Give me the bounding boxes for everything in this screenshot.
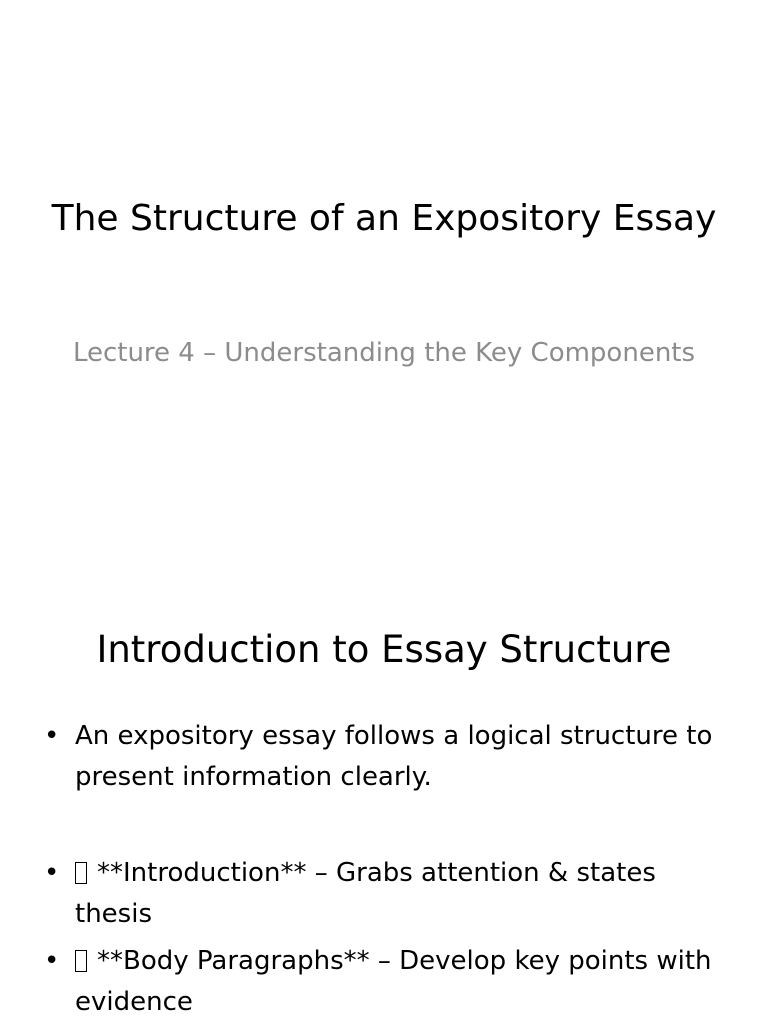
bullet-list: [0, 716, 768, 1023]
bullet-item: [0, 941, 768, 1023]
missing-glyph-icon: [75, 950, 87, 972]
bullet-dot: •: [44, 721, 60, 751]
bullet-text: **Body Paragraphs** – Develop key points with evidence: [75, 946, 712, 1017]
bullet-text: **Introduction** – Grabs attention & states thesis: [75, 858, 656, 929]
content-slide: [0, 576, 768, 1024]
bullet-item: [0, 853, 768, 935]
slide-title: The Structure of an Expository Essay: [51, 198, 717, 239]
bullet-dot: •: [44, 946, 60, 976]
bullet-spacer: [0, 798, 768, 853]
section-title: Introduction to Essay Structure: [96, 628, 672, 671]
bullet-item: [0, 716, 768, 798]
missing-glyph-icon: [75, 862, 87, 884]
bullet-text: An expository essay follows a logical structure to present information clearly.: [75, 721, 713, 792]
slide-subtitle: Lecture 4 – Understanding the Key Components: [72, 338, 696, 368]
bullet-dot: •: [44, 858, 60, 888]
